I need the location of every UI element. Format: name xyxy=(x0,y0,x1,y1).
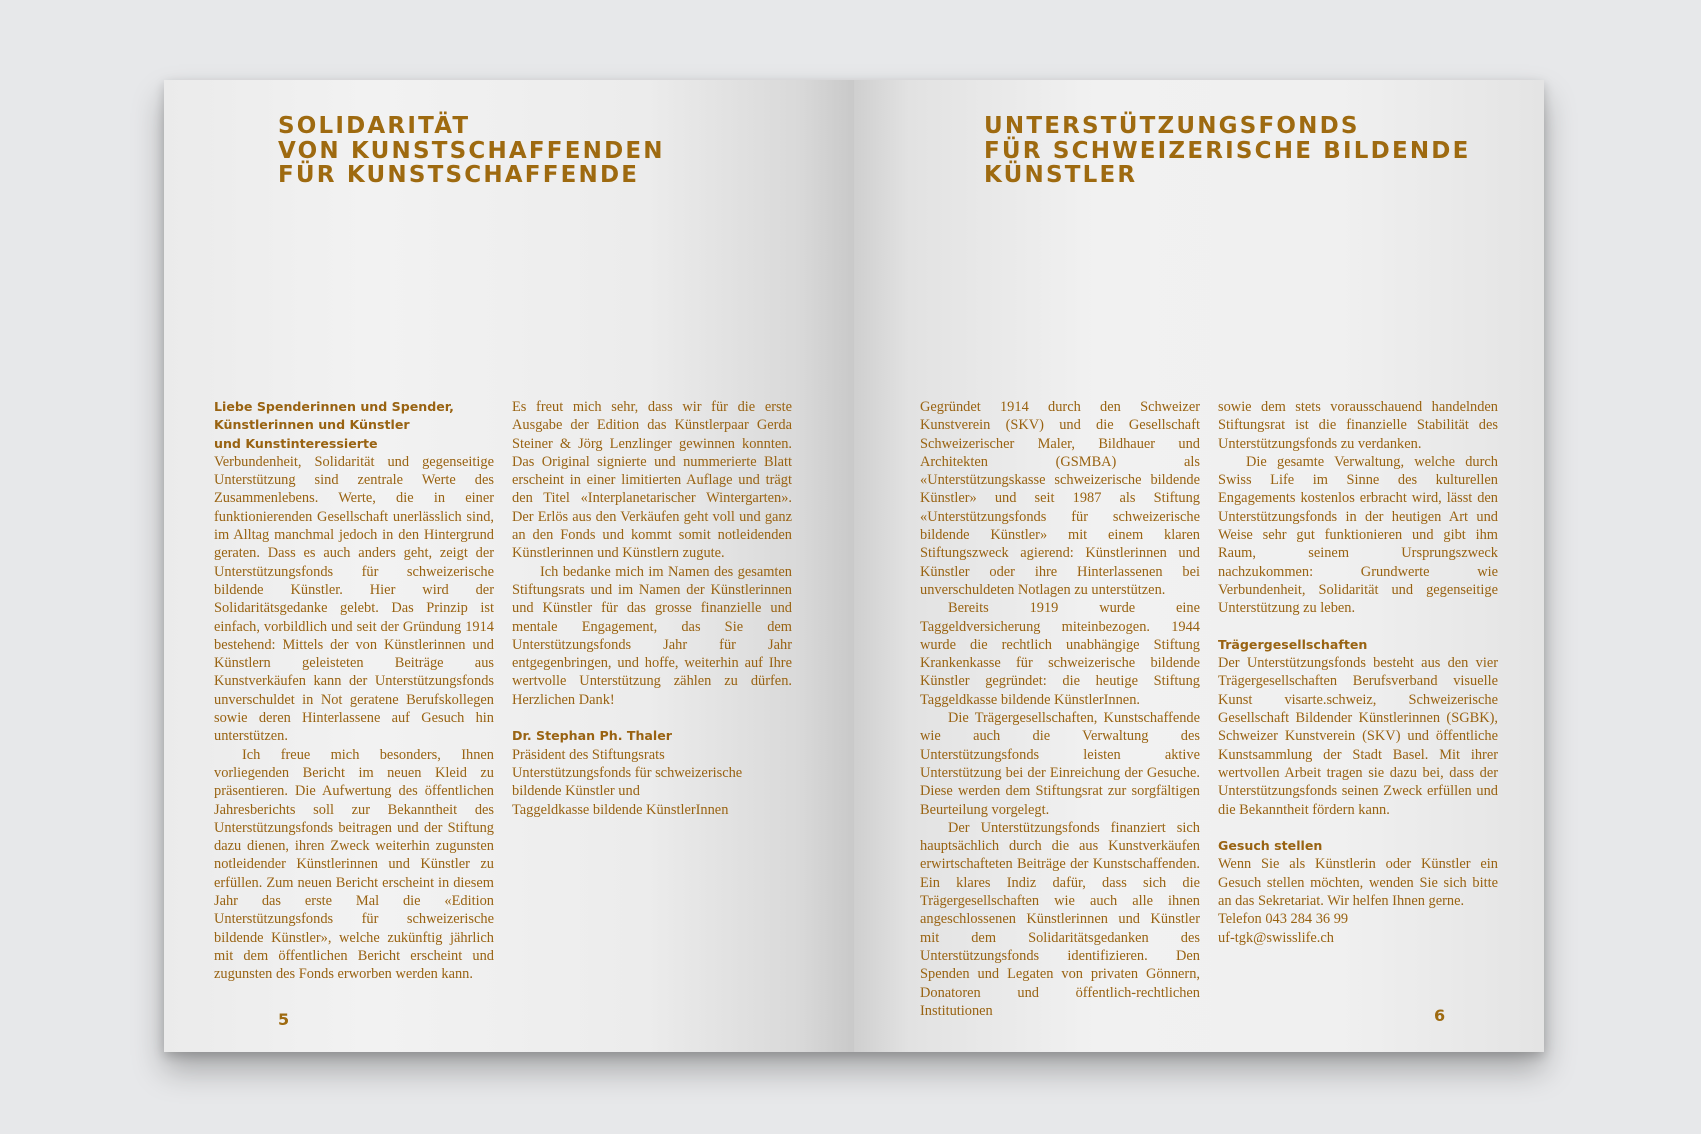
right-page-column-1 xyxy=(920,398,1200,1020)
paragraph: Die gesamte Verwaltung, welche durch Swiss Life im Sinne des kulturellen Engagements kostenlos erbracht wird, lässt den Unterstützungsfonds in der heutigen Art und Weise sehr gut funktionieren und gibt ihm Raum, seinem Ursprungszweck nachzukommen: Grundwerte wie Verbundenheit, Solidarität und gegenseitige Unterstützung zu leben. xyxy=(1218,453,1498,617)
title-line: SOLIDARITÄT xyxy=(278,113,471,139)
brochure-spread xyxy=(164,80,1544,1052)
phone-number: Telefon 043 284 36 99 xyxy=(1218,911,1349,928)
left-page-column-1 xyxy=(214,398,494,984)
page-number: 6 xyxy=(1434,1006,1446,1025)
paragraph: Verbundenheit, Solidarität und gegenseitige Unterstützung sind zentrale Werte des Zusammenlebens. Werte, die in einer funktionierenden Gesellschaft unerlässlich sind, im Alltag manchmal jedoch in den Hintergrund geraten. Dass es auch anders geht, zeigt der Unterstützungsfonds für schweizerische bildende Künstler. Hier wird der Solidaritätsgedanke gelebt. Das Prinzip ist einfach, vorbildlich und seit der Gründung 1914 bestehend: Mittels der von Künstlerinnen und Künstlern geleisteten Beiträge aus Kunstverkäufen kann der Unterstützungsfonds unverschuldet in Not geratene Berufskollegen sowie deren Hinterlassene auf Gesuch hin unterstützen. xyxy=(214,453,494,745)
paragraph: Ich bedanke mich im Namen des gesamten Stiftungsrats und im Namen der Künstlerinnen und Künstler für das grosse finanzielle und mentale Engagement, das Sie dem Unterstützungsfonds Jahr für Jahr entgegenbringen, und hoffe, weiterhin auf Ihre wertvolle Unterstützung zählen zu dürfen. Herzlichen Dank! xyxy=(512,563,792,708)
signature-line: Taggeldkasse bildende KünstlerInnen xyxy=(512,801,729,818)
section-heading: Trägergesellschaften xyxy=(1218,636,1368,652)
signature-name: Dr. Stephan Ph. Thaler xyxy=(512,728,672,744)
paragraph: Die Trägergesellschaften, Kunstschaffende wie auch die Verwaltung des Unterstützungsfonds leisten aktive Unterstützung bei der Einreichung der Gesuche. Diese werden dem Stiftungsrat zur sorgfältigen Beurteilung vorgelegt. xyxy=(920,710,1200,818)
title-line: UNTERSTÜTZUNGSFONDS xyxy=(984,113,1360,139)
left-page-column-2 xyxy=(512,398,792,819)
paragraph: Gegründet 1914 durch den Schweizer Kunstverein (SKV) und die Gesellschaft Schweizerischer Maler, Bildhauer und Architekten (GSMBA) als «Unterstützungskasse schweizerische bildende Künstler» und seit 1987 als Stiftung «Unterstützungsfonds für schweizerische bildende Künstler» mit einem klaren Stiftungszweck agierend: Künstlerinnen und Künstler oder ihre Hinterlassenen bei unverschuldeten Notlagen zu unterstützen. xyxy=(920,399,1200,598)
signature-line: bildende Künstler und xyxy=(512,783,640,800)
right-page xyxy=(854,80,1544,1052)
paragraph: Es freut mich sehr, dass wir für die erste Ausgabe der Edition das Künstlerpaar Gerda Steiner & Jörg Lenzlinger gewinnen konnten. Das Original signierte und nummerierte Blatt erscheint in einer limitierten Auflage und trägt den Titel «Interplanetarischer Wintergarten». Der Erlös aus den Verkäufen geht voll und ganz an den Fonds und kommt somit notleidenden Künstlerinnen und Künstlern zugute. xyxy=(512,399,792,562)
greeting-line: Künstlerinnen und Künstler xyxy=(214,417,410,433)
right-page-title xyxy=(984,114,1471,188)
greeting-line: und Kunstinteressierte xyxy=(214,435,378,451)
right-page-column-2 xyxy=(1218,398,1498,947)
title-line: FÜR KUNSTSCHAFFENDE xyxy=(278,162,640,188)
title-line: VON KUNSTSCHAFFENDEN xyxy=(278,137,665,164)
signature-line: Präsident des Stiftungsrats xyxy=(512,746,665,763)
title-line: FÜR SCHWEIZERISCHE BILDENDE xyxy=(984,137,1471,164)
paragraph: sowie dem stets vorausschauend handelnden Stiftungsrat ist die finanzielle Stabilität des Unterstützungsfonds zu verdanken. xyxy=(1218,399,1498,452)
paragraph: Bereits 1919 wurde eine Taggeldversicherung miteinbezogen. 1944 wurde die rechtlich unabhängige Stiftung Krankenkasse für schweizerische bildende Künstler gegründet: die heutige Stiftung Taggeldkasse bildende KünstlerInnen. xyxy=(920,600,1200,708)
paragraph: Der Unterstützungsfonds besteht aus den vier Trägergesellschaften Berufsverband visuelle Kunst visarte.schweiz, Schweizerische Gesellschaft Bildender Künstlerinnen (SGBK), Schweizer Kunstverein (SKV) und öffentliche Kunstsammlung der Stadt Basel. Mit ihrer wertvollen Arbeit tragen sie dazu bei, dass der Unterstützungsfonds seinen Zweck erfüllen und die Bekanntheit fördern kann. xyxy=(1218,655,1498,818)
paragraph: Wenn Sie als Künstlerin oder Künstler ein Gesuch stellen möchten, wenden Sie sich bitte an das Sekretariat. Wir helfen Ihnen gerne. xyxy=(1218,856,1498,910)
paragraph: Ich freue mich besonders, Ihnen vorliegenden Bericht im neuen Kleid zu präsentieren. Die Aufwertung des öffentlichen Jahresberichts soll zur Bekanntheit des Unterstützungsfonds beitragen und der Stiftung dazu dienen, ihren Zweck weiterhin zugunsten notleidender Künstlerinnen und Künstler zu erfüllen. Zum neuen Bericht erscheint in diesem Jahr das erste Mal die «Edition Unterstützungsfonds für schweizerische bildende Künstler», welche zukünftig jährlich mit dem öffentlichen Bericht erscheint und zugunsten des Fonds erworben werden kann. xyxy=(214,746,494,983)
page-number: 5 xyxy=(278,1010,290,1029)
left-page-title xyxy=(278,114,665,188)
paragraph: Der Unterstützungsfonds finanziert sich hauptsächlich durch die aus Kunstverkäufen erwirtschafteten Beiträge der Kunstschaffenden. Ein klares Indiz dafür, dass sich die Trägergesellschaften wie auch alle ihnen angeschlossenen Künstlerinnen und Künstler mit dem Solidaritätsgedanken des Unterstützungsfonds identifizieren. Den Spenden und Legaten von privaten Gönnern, Donatoren und öffentlich-rechtlichen Institutionen xyxy=(920,819,1200,1019)
greeting-line: Liebe Spenderinnen und Spender, xyxy=(214,399,454,414)
signature-line: Unterstützungsfonds für schweizerische xyxy=(512,764,743,781)
title-line: KÜNSTLER xyxy=(984,162,1138,188)
section-heading: Gesuch stellen xyxy=(1218,838,1323,854)
email-address: uf-tgk@swisslife.ch xyxy=(1218,929,1334,946)
left-page xyxy=(164,80,854,1052)
